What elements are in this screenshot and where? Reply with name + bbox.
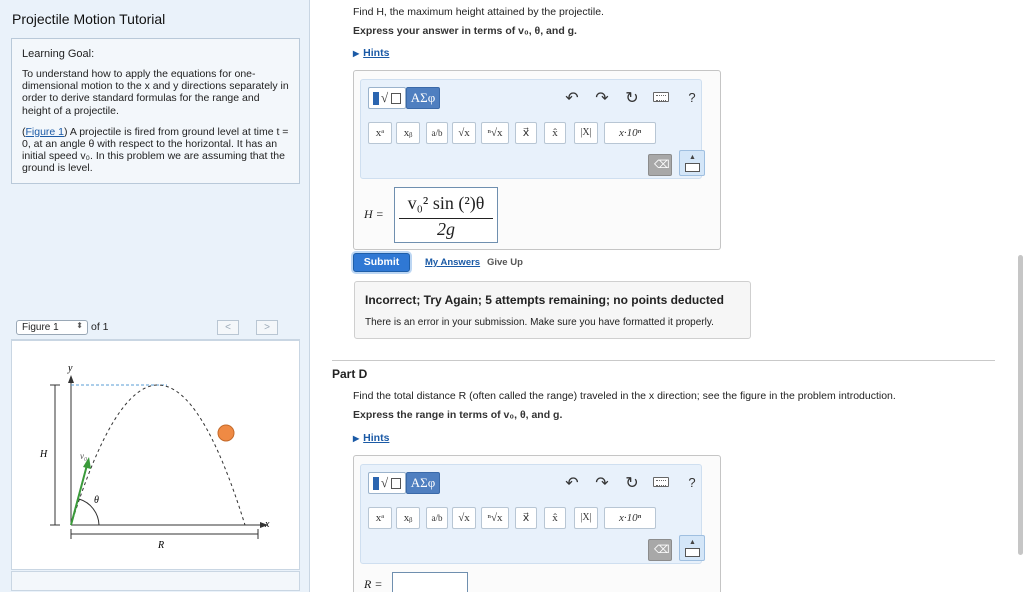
redo-icon[interactable]: ↷ — [595, 90, 609, 107]
templates-button[interactable] — [368, 87, 406, 109]
figure-footer — [11, 571, 300, 591]
part-d-instruction: Express the range in terms of v₀, θ, and g. — [353, 409, 563, 421]
absolute-value-button[interactable]: |X| — [574, 122, 598, 144]
greek-symbols-button[interactable]: ΑΣφ — [406, 87, 440, 109]
figure-1-link[interactable]: Figure 1 — [25, 125, 65, 138]
unit-vector-button[interactable]: x̂ — [544, 507, 566, 529]
nth-root-button[interactable]: ⁿ√x — [481, 122, 509, 144]
template-block-icon — [373, 477, 379, 490]
exponent-button[interactable]: xᵃ — [368, 507, 392, 529]
redo-icon[interactable]: ↷ — [595, 475, 609, 492]
velocity-label: v₀ — [80, 451, 88, 461]
fraction-button[interactable]: a/b — [426, 122, 448, 144]
y-axis-arrow — [68, 375, 74, 383]
unit-vector-button[interactable]: x̂ — [544, 122, 566, 144]
projectile-diagram — [12, 341, 299, 569]
part-c-answer-input[interactable] — [394, 187, 498, 243]
feedback-title: Incorrect; Try Again; 5 attempts remaining; no points deducted — [365, 293, 724, 307]
absolute-value-button[interactable]: |X| — [574, 507, 598, 529]
figure-select-value: Figure 1 — [22, 322, 59, 333]
figure-count: of 1 — [91, 321, 109, 333]
keyboard-toggle-arrow-icon: ▲ — [689, 154, 696, 161]
keyboard-toggle-button[interactable] — [679, 150, 705, 176]
nth-root-button[interactable]: ⁿ√x — [481, 507, 509, 529]
give-up-link[interactable]: Give Up — [487, 257, 523, 268]
part-d-answer-box — [353, 455, 721, 592]
keyboard-icon[interactable] — [653, 92, 669, 102]
part-c-answer-box — [353, 70, 721, 250]
delete-button[interactable] — [648, 154, 672, 176]
problem-content — [310, 0, 1024, 592]
keyboard-toggle-arrow-icon: ▲ — [689, 539, 696, 546]
part-c-hints-toggle[interactable] — [353, 47, 389, 59]
select-arrows-icon: ⬍ — [76, 321, 83, 330]
templates-button[interactable] — [368, 472, 406, 494]
y-axis-label: y — [68, 363, 73, 374]
projectile-ball — [218, 425, 234, 441]
part-d-question: Find the total distance R (often called the range) traveled in the x direction; see the figure in the problem introduction. — [353, 390, 896, 402]
keyboard-toggle-icon — [685, 163, 700, 172]
template-box-icon — [391, 93, 401, 104]
learning-goal-text: To understand how to apply the equations for one-dimensional motion to the x and y directions separately in order to derive standard formulas for the range and height of a projectile. — [22, 68, 289, 117]
figure-select[interactable] — [16, 320, 88, 335]
delete-button[interactable] — [648, 539, 672, 561]
height-label: H — [40, 449, 48, 460]
template-box-icon — [391, 478, 401, 489]
problem-sidebar — [0, 0, 310, 592]
answer-denominator: 2g — [437, 219, 455, 239]
expand-triangle-icon: ▶ — [353, 49, 360, 58]
range-label: R — [158, 540, 165, 551]
sqrt-button[interactable]: √x — [452, 122, 476, 144]
fraction-button[interactable]: a/b — [426, 507, 448, 529]
part-d-hints-toggle[interactable] — [353, 432, 389, 444]
keyboard-toggle-button[interactable] — [679, 535, 705, 561]
figure-panel — [11, 340, 300, 570]
part-d-math-toolbar — [360, 464, 702, 564]
part-d-equation-label: R = — [364, 577, 383, 591]
vector-button[interactable]: x⃗ — [515, 122, 537, 144]
part-d-title: Part D — [332, 367, 368, 381]
undo-icon[interactable]: ↶ — [565, 475, 579, 492]
problem-intro: (Figure 1) A projectile is fired from ground level at time t = 0, at an angle θ with respect to the horizontal. It has an initial speed v₀. In this problem we are assuming that the ground is level. — [22, 125, 289, 175]
next-figure-button[interactable]: > — [256, 320, 278, 335]
learning-goal-box — [11, 38, 300, 184]
x-axis-label: x — [265, 519, 270, 530]
answer-numerator: v₀² sin (²)θ — [407, 193, 485, 213]
help-icon[interactable]: ? — [688, 90, 696, 105]
exponent-button[interactable]: xᵃ — [368, 122, 392, 144]
undo-icon[interactable]: ↶ — [565, 90, 579, 107]
radical-icon: √ — [381, 475, 389, 490]
vector-button[interactable]: x⃗ — [515, 507, 537, 529]
subscript-button[interactable]: xᵦ — [396, 507, 420, 529]
submit-button[interactable]: Submit — [353, 253, 410, 272]
feedback-box — [354, 281, 751, 339]
keyboard-toggle-icon — [685, 548, 700, 557]
angle-label: θ — [94, 495, 99, 506]
part-c-equation-label: H = — [364, 207, 384, 221]
velocity-vector — [71, 465, 87, 525]
part-c-math-toolbar — [360, 79, 702, 179]
part-d-answer-input[interactable] — [392, 572, 468, 592]
part-c-hints-link: Hints — [363, 47, 390, 59]
scientific-notation-button[interactable]: x·10ⁿ — [604, 122, 656, 144]
reset-icon[interactable]: ↻ — [625, 90, 639, 107]
part-c-question: Find H, the maximum height attained by the projectile. — [353, 6, 604, 18]
learning-goal-heading: Learning Goal: — [22, 48, 95, 60]
feedback-detail: There is an error in your submission. Make sure you have formatted it properly. — [365, 317, 714, 328]
figure-navigation — [11, 316, 300, 340]
greek-symbols-button[interactable]: ΑΣφ — [406, 472, 440, 494]
prev-figure-button[interactable]: < — [217, 320, 239, 335]
scientific-notation-button[interactable]: x·10ⁿ — [604, 507, 656, 529]
my-answers-link[interactable]: My Answers — [425, 257, 481, 268]
radical-icon: √ — [381, 90, 389, 105]
keyboard-icon[interactable] — [653, 477, 669, 487]
sqrt-button[interactable]: √x — [452, 507, 476, 529]
expand-triangle-icon: ▶ — [353, 434, 360, 443]
template-block-icon — [373, 92, 379, 105]
subscript-button[interactable]: xᵦ — [396, 122, 420, 144]
part-divider — [332, 360, 995, 361]
part-d-hints-link: Hints — [363, 432, 390, 444]
reset-icon[interactable]: ↻ — [625, 475, 639, 492]
page-scrollbar[interactable] — [1018, 255, 1023, 555]
page-title: Projectile Motion Tutorial — [12, 11, 166, 27]
help-icon[interactable]: ? — [688, 475, 696, 490]
problem-intro-text: ) A projectile is fired from ground level at time t = 0, at an angle θ with respect to the horizontal. It has an initial speed v₀. In this problem we are assuming that the ground is level. — [22, 125, 289, 175]
part-c-instruction: Express your answer in terms of v₀, θ, and g. — [353, 25, 577, 37]
